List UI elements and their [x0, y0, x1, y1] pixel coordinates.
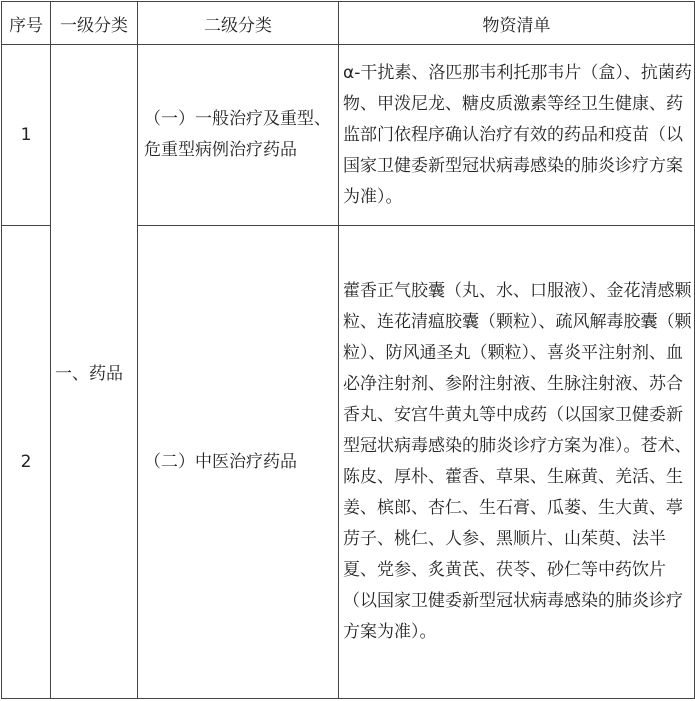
header-primary-category: 一级分类 — [51, 2, 138, 45]
supplies-list-cell: α-干扰素、洛匹那韦利托那韦片（盒）、抗菌药物、甲泼尼龙、糖皮质激素等经卫生健康、药监部门依程序确认治疗有效的药品和疫苗（以国家卫健委新型冠状病毒感染的肺炎诊疗方案为准）。 — [339, 45, 695, 226]
header-serial-number: 序号 — [2, 2, 51, 45]
row-serial-number: 1 — [2, 45, 51, 226]
table-row — [2, 45, 695, 226]
header-secondary-category: 二级分类 — [138, 2, 339, 45]
row-serial-number: 2 — [2, 226, 51, 699]
primary-category-cell: 一、药品 — [51, 45, 138, 699]
supplies-table — [1, 1, 695, 699]
supplies-list-cell: 藿香正气胶囊（丸、水、口服液）、金花清感颗粒、连花清瘟胶囊（颗粒）、疏风解毒胶囊（颗粒）、防风通圣丸（颗粒）、喜炎平注射剂、血必净注射剂、参附注射液、生脉注射液、苏合香丸、安宫牛黄丸等中成药（以国家卫健委新型冠状病毒感染的肺炎诊疗方案为准）。苍术、陈皮、厚朴、藿香、草果、生麻黄、羌活、生姜、槟郎、杏仁、生石膏、瓜蒌、生大黄、葶苈子、桃仁、人参、黑顺片、山茱萸、法半夏、党参、炙黄芪、茯苓、砂仁等中药饮片（以国家卫健委新型冠状病毒感染的肺炎诊疗方案为准）。 — [339, 226, 695, 699]
secondary-category-cell: （二）中医治疗药品 — [138, 226, 339, 699]
header-supplies-list: 物资清单 — [339, 2, 695, 45]
header-row — [2, 2, 695, 45]
secondary-category-cell: （一）一般治疗及重型、危重型病例治疗药品 — [138, 45, 339, 226]
